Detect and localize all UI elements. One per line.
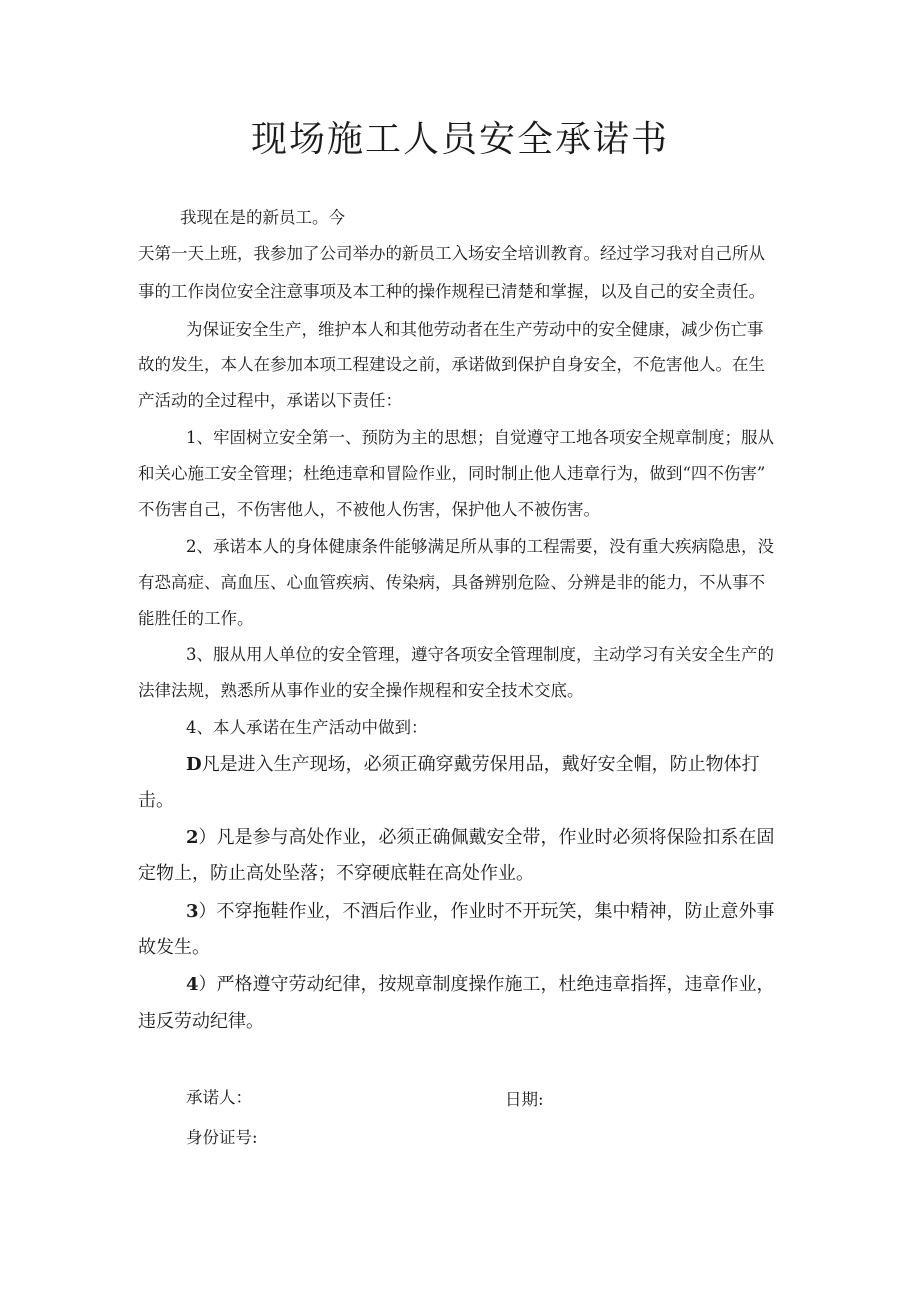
- item2-line-3: 能胜任的工作。: [138, 609, 254, 628]
- sub3-text: ）不穿拖鞋作业，不酒后作业，作业时不开玩笑，集中精神，防止意外事: [198, 901, 775, 922]
- intro-line-3: 事的工作岗位安全注意事项及本工种的操作规程已清楚和掌握，以及自己的安全责任。: [138, 282, 765, 301]
- intro-line-2: 天第一天上班，我参加了公司举办的新员工入场安全培训教育。经过学习我对自己所从: [138, 244, 765, 263]
- date-label: 日期:: [505, 1090, 544, 1109]
- intro-line-1: 我现在是的新员工。今: [180, 208, 345, 227]
- sub1-text: 凡是进入生产现场，必须正确穿戴劳保用品，戴好安全帽，防止物体打: [201, 754, 760, 775]
- item3-line-1: 3、服从用人单位的安全管理，遵守各项安全管理制度，主动学习有关安全生产的: [186, 645, 774, 664]
- item4-line-1: 4、本人承诺在生产活动中做到：: [186, 718, 428, 737]
- sub4-line-2: 违反劳动纪律。: [138, 1011, 264, 1032]
- item2-line-2: 有恐高症、高血压、心血管疾病、传染病，具备辨别危险、分辨是非的能力，不从事不: [138, 573, 765, 592]
- sub2-line-1: [186, 826, 775, 850]
- purpose-line-1: 为保证安全生产，维护本人和其他劳动者在生产劳动中的安全健康，减少伤亡事: [186, 320, 764, 339]
- document-title: 现场施工人员安全承诺书: [250, 119, 669, 160]
- sub2-line-2: 定物上，防止高处坠落；不穿硬底鞋在高处作业。: [138, 863, 534, 884]
- sub2-number: 2: [186, 827, 199, 848]
- item3-line-2: 法律法规，熟悉所从事作业的安全操作规程和安全技术交底。: [138, 681, 584, 700]
- item1-line-2: 和关心施工安全管理；杜绝违章和冒险作业，同时制止他人违章行为，做到“四不伤害”: [138, 464, 766, 483]
- sub1-number: D: [186, 754, 202, 775]
- sub1-line-1: [186, 753, 760, 777]
- sub4-number: 4: [186, 974, 199, 995]
- item1-line-1: 1、牢固树立安全第一、预防为主的思想；自觉遵守工地各项安全规章制度；服从: [186, 428, 774, 447]
- sub1-line-2: 击。: [138, 790, 174, 811]
- item1-line-3: 不伤害自己，不伤害他人，不被他人伤害，保护他人不被伤害。: [138, 500, 600, 519]
- sub3-line-1: [186, 900, 775, 924]
- sub3-line-2: 故发生。: [138, 937, 210, 958]
- purpose-line-3: 产活动的全过程中，承诺以下责任：: [138, 391, 402, 410]
- sub2-text: ）凡是参与高处作业，必须正确佩戴安全带，作业时必须将保险扣系在固: [198, 827, 775, 848]
- promiser-label: 承诺人：: [186, 1088, 252, 1107]
- id-number-label: 身份证号:: [186, 1128, 258, 1147]
- sub4-line-1: [186, 973, 775, 997]
- item2-line-1: 2、承诺本人的身体健康条件能够满足所从事的工程需要，没有重大疾病隐患，没: [186, 537, 774, 556]
- purpose-line-2: 故的发生，本人在参加本项工程建设之前，承诺做到保护自身安全，不危害他人。在生: [138, 355, 765, 374]
- sub3-number: 3: [186, 901, 199, 922]
- sub4-text: ）严格遵守劳动纪律，按规章制度操作施工，杜绝违章指挥，违章作业，: [198, 974, 775, 995]
